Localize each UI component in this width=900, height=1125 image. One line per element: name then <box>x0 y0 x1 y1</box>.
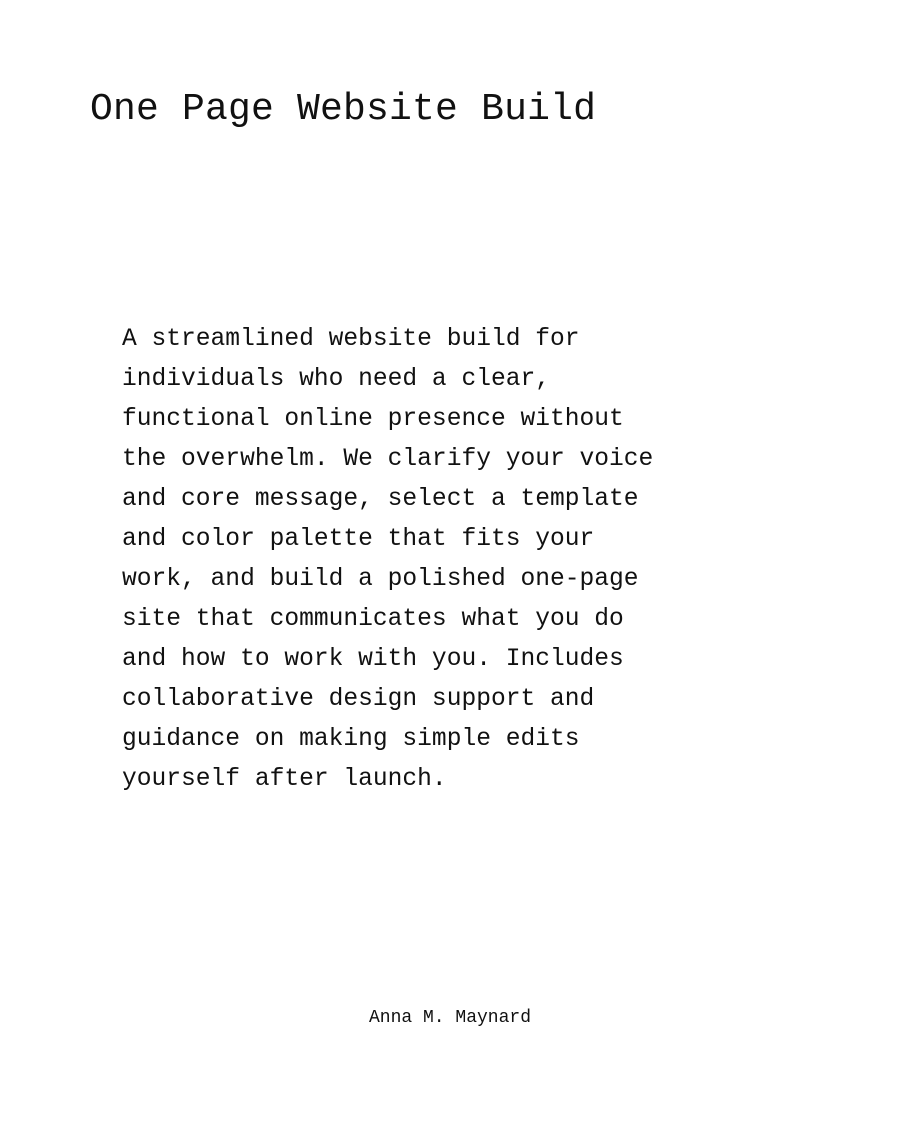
description-line: site that communicates what you do <box>122 606 624 633</box>
description-line: and how to work with you. Includes <box>122 646 624 673</box>
description-line: guidance on making simple edits <box>122 726 580 753</box>
description-line: and color palette that fits your <box>122 526 595 553</box>
page-title: One Page Website Build <box>90 88 597 131</box>
service-description <box>122 320 802 800</box>
description-line: collaborative design support and <box>122 686 595 713</box>
description-line: functional online presence without <box>122 406 624 433</box>
description-line: individuals who need a clear, <box>122 366 551 393</box>
author-name: Anna M. Maynard <box>368 1008 532 1028</box>
description-line: the overwhelm. We clarify your voice <box>122 446 654 473</box>
description-line: and core message, select a template <box>122 486 639 513</box>
description-line: A streamlined website build for <box>122 326 580 353</box>
description-line: work, and build a polished one-page <box>122 566 639 593</box>
description-line: yourself after launch. <box>122 766 447 793</box>
